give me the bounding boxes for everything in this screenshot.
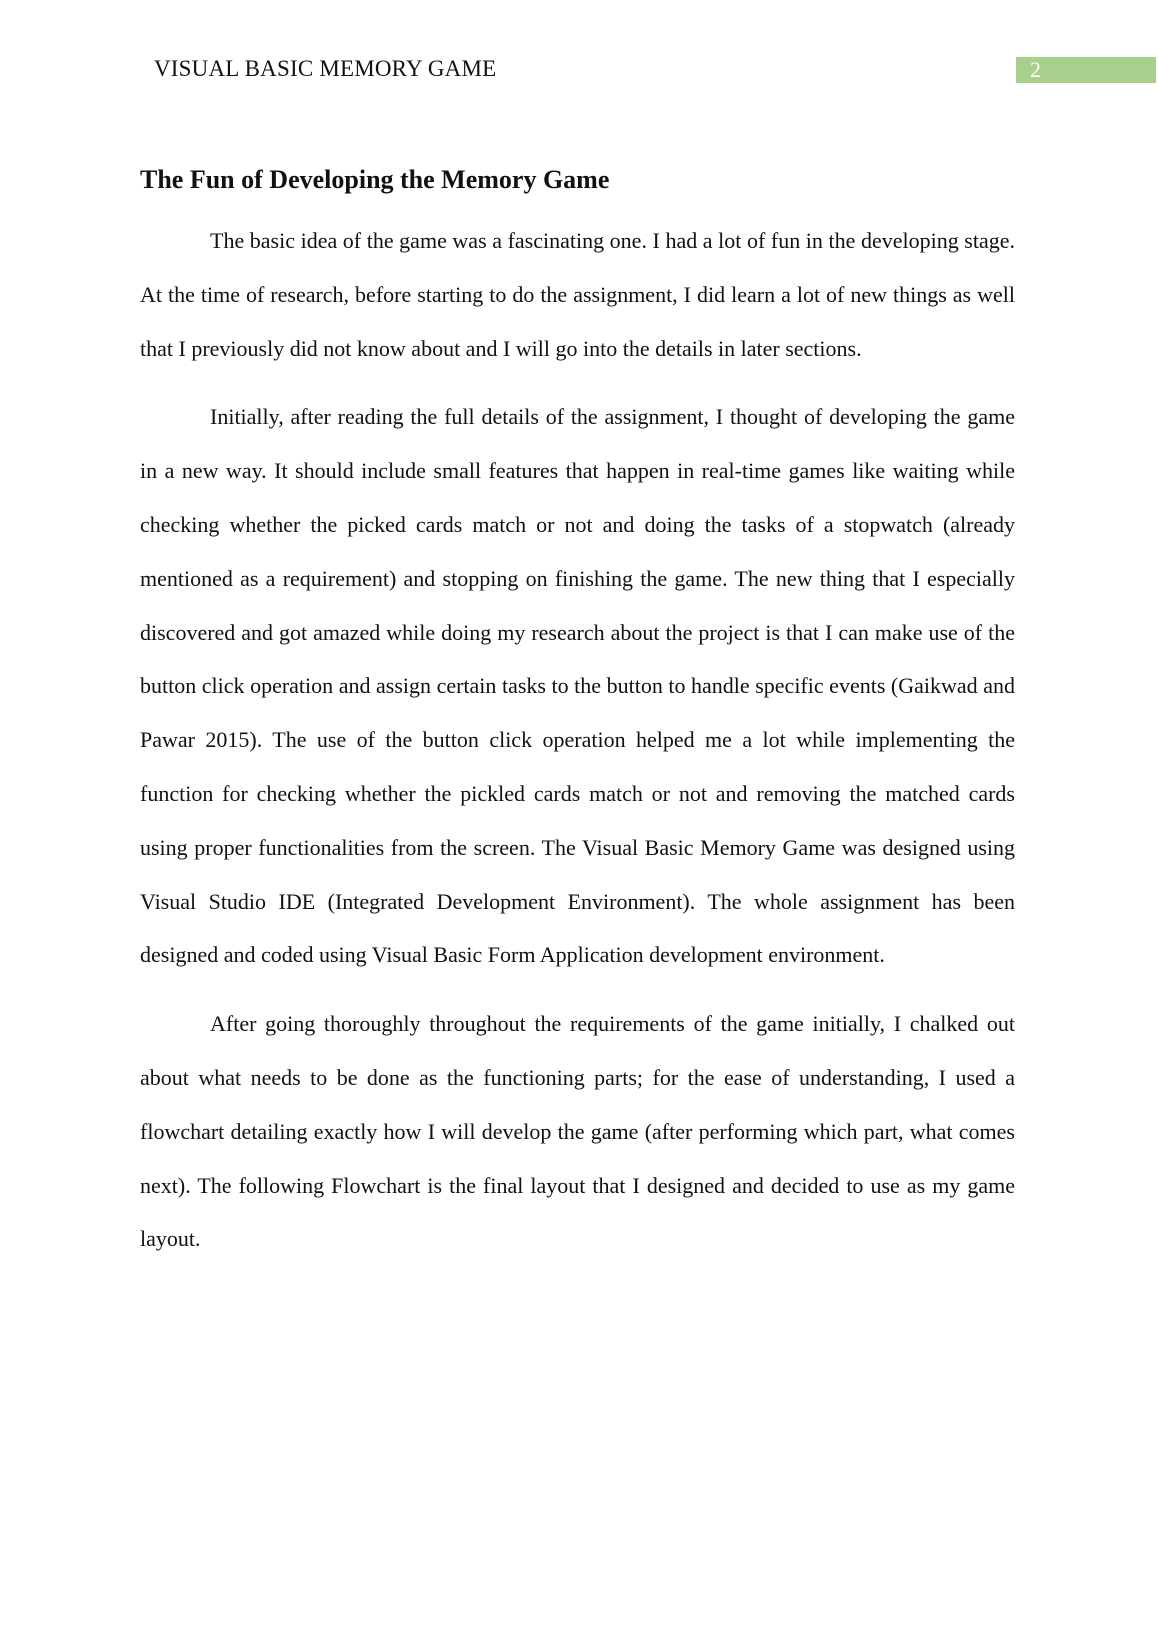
paragraph-development: Initially, after reading the full details of the assignment, I thought of developing the game in a new way. It should include small features that happen in real-time games like waiting while checking whether the picked cards match or not and doing the tasks of a stopwatch (already mentioned as a requirement) and stopping on finishing the game. The new thing that I especially discovered and got amazed while doing my research about the project is that I can make use of the button click operation and assign certain tasks to the button to handle specific events (Gaikwad and Pawar 2015). The use of the button click operation helped me a lot while implementing the function for checking whether the pickled cards match or not and removing the matched cards using proper functionalities from the screen. The Visual Basic Memory Game was designed using Visual Studio IDE (Integrated Development Environment). The whole assignment has been designed and coded using Visual Basic Form Application development environment. <box>140 404 1015 968</box>
paragraph-intro: The basic idea of the game was a fascinating one. I had a lot of fun in the developing stage. At the time of research, before starting to do the assignment, I did learn a lot of new things as well that I previously did not know about and I will go into the details in later sections. <box>140 228 1015 361</box>
page-number-badge <box>1016 57 1156 83</box>
paragraph-flowchart: After going thoroughly throughout the requirements of the game initially, I chalked out about what needs to be done as the functioning parts; for the ease of understanding, I used a flowchart detailing exactly how I will develop the game (after performing which part, what comes next). The following Flowchart is the final layout that I designed and decided to use as my game layout. <box>140 1011 1015 1252</box>
running-head: VISUAL BASIC MEMORY GAME <box>154 56 497 81</box>
section-heading: The Fun of Developing the Memory Game <box>140 165 610 194</box>
body-column <box>140 160 1015 1281</box>
page-number: 2 <box>1030 57 1041 82</box>
